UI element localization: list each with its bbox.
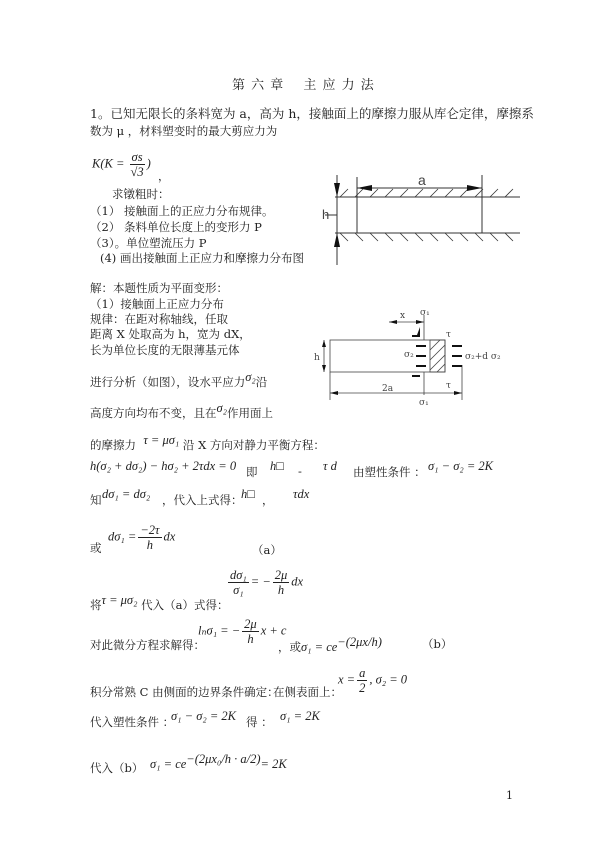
chapter-title: 第 六 章 主 应 力 法 <box>232 78 375 93</box>
equation-a <box>108 523 175 552</box>
text: 对此微分方程求解得： <box>90 638 205 652</box>
final-equation <box>150 752 287 772</box>
rhs: x + c <box>260 623 287 638</box>
label-h: h <box>322 207 330 222</box>
label-sigma2-d: σ₂+d σ₂ <box>465 352 501 362</box>
denominator: 2 <box>359 681 366 695</box>
text: ，代入上式得： <box>162 493 243 507</box>
denominator: h <box>247 632 254 646</box>
text: 的摩擦力 <box>90 437 136 452</box>
k-formula-prefix: K(K = <box>92 156 128 171</box>
solution-line-12 <box>90 593 228 613</box>
formula: σ₁ − σ₂ = 2K <box>171 709 236 723</box>
text: ，或 <box>278 639 301 654</box>
text: 知 <box>90 493 102 507</box>
solution-line-2: （1）接触面上正应力分布 <box>90 297 224 311</box>
rest: , σ₂ = 0 <box>369 672 408 687</box>
strip-compression-diagram <box>310 155 530 270</box>
page-number: 1 <box>506 789 513 802</box>
question-item-2: （2） 条料单位长度上的变形力 P <box>90 220 262 234</box>
numerator: dσ₁ <box>230 568 247 582</box>
solution-line-7 <box>90 401 273 421</box>
denominator: h <box>146 538 154 552</box>
text: 代入塑性条件 ： <box>90 715 175 729</box>
text: 得 ： <box>246 715 273 729</box>
formula-fragment: τ d <box>323 459 337 473</box>
formula-fragment: τdx <box>293 487 310 501</box>
equation-solution <box>198 617 286 646</box>
plastic-condition-text: 由塑性条件 ： <box>353 465 426 479</box>
lhs: dσ₁ = <box>108 529 137 544</box>
numerator: −2τ <box>140 523 160 537</box>
label-sigma1-top: σ₁ <box>420 308 430 318</box>
formula: τ = μσ₂ <box>101 593 138 607</box>
k-numerator: σs <box>131 150 143 164</box>
boundary-condition <box>338 666 407 695</box>
text: 代入（b） <box>90 761 144 775</box>
question-item-3: （3）。单位塑流压力 P <box>90 236 207 250</box>
element-stress-diagram <box>314 305 520 408</box>
formula: σ₂ <box>216 401 228 415</box>
formula: = 2K <box>260 756 287 771</box>
lhs: x = <box>338 672 356 687</box>
equation-tag-a: （a） <box>252 543 282 557</box>
text: 在侧表面上： <box>273 685 342 699</box>
denominator: h <box>277 583 285 597</box>
text: 将 <box>90 597 102 612</box>
solution-line-5: 长为单位长度的无限薄基元体 <box>90 343 240 357</box>
k-formula-comma: ， <box>158 169 170 183</box>
numerator: a <box>359 666 366 680</box>
text: 作用面上 <box>227 405 274 420</box>
label-tau-bottom: τ <box>446 381 451 391</box>
rhs: dx <box>163 529 176 544</box>
formula-fragment: - <box>298 464 302 478</box>
formula-fragment: h□ <box>241 487 255 501</box>
k-denominator: √3 <box>130 165 144 179</box>
k-formula <box>92 150 151 179</box>
denominator: σ₁ <box>233 583 244 597</box>
label-sigma2: σ₂ <box>404 350 414 360</box>
equation-substituted <box>226 568 303 597</box>
formula: σ₁ = 2K <box>280 709 320 723</box>
exponent: −(2μx/h) <box>337 635 382 649</box>
label-h2: h <box>314 353 320 363</box>
numerator: 2μ <box>274 568 288 582</box>
question-item-1: （1） 接触面上的正应力分布规律。 <box>90 204 274 218</box>
formula: σ₁ = ce <box>150 756 187 771</box>
text: 或 <box>90 541 102 555</box>
equilibrium-equation: h(σ₂ + dσ₂) − hσ₂ + 2τdx = 0 <box>90 459 237 473</box>
label-2a: 2a <box>382 384 394 394</box>
text: 沿 X 方向对静力平衡方程： <box>182 437 325 452</box>
formula: σ₁ = ce <box>301 639 338 654</box>
mid: = − <box>250 574 271 589</box>
text: 沿 <box>255 374 268 389</box>
lhs: lₙσ₁ = − <box>198 623 241 638</box>
label-sigma1-bottom: σ₁ <box>419 398 429 408</box>
text: 代入（a）式得： <box>141 597 229 612</box>
formula-fragment: h□ <box>270 459 284 473</box>
solution-line-8 <box>90 433 325 453</box>
ask-text: 求镦粗时： <box>112 187 170 201</box>
text: 高度方向均布不变，且在 <box>90 405 217 420</box>
rhs: dx <box>291 574 304 589</box>
text: 进行分析（如图），设水平应力 <box>90 374 246 389</box>
k-formula-suffix: ) <box>146 156 151 171</box>
solution-line-3: 规律：在距对称轴线，任取 <box>90 312 228 326</box>
equation-tag-b: （b） <box>422 637 453 651</box>
exponent: −(2μx₀/h · a/2) <box>186 752 261 766</box>
solution-line-1: 解：本题性质为平面变形： <box>90 281 228 295</box>
label-x: x <box>400 311 406 321</box>
text-ji: 即 <box>246 465 258 479</box>
formula: τ = μσ₁ <box>143 433 180 447</box>
problem-line-1: 1。已知无限长的条料宽为 a，高为 h，接触面上的摩擦力服从库仑定律，摩擦系 <box>90 106 534 121</box>
label-a: a <box>418 172 426 188</box>
solution-line-6 <box>90 370 267 390</box>
plastic-condition-formula: σ₁ − σ₂ = 2K <box>428 459 493 473</box>
numerator: 2μ <box>244 617 257 631</box>
text: 积分常熟 C 由侧面的边界条件确定： <box>90 685 279 699</box>
label-tau-top: τ <box>446 330 451 340</box>
formula-fragment: ， <box>262 493 274 507</box>
formula: dσ₁ = dσ₂ <box>102 487 151 501</box>
formula: σ₂ <box>245 370 256 384</box>
problem-line-2: 数为 μ ，材料塑变时的最大剪应力为 <box>90 124 278 138</box>
equation-b <box>278 635 382 655</box>
solution-line-4: 距离 X 处取高为 h，宽为 dX， <box>90 327 251 341</box>
question-item-4: (4) 画出接触面上正应力和摩擦力分布图 <box>100 251 304 265</box>
